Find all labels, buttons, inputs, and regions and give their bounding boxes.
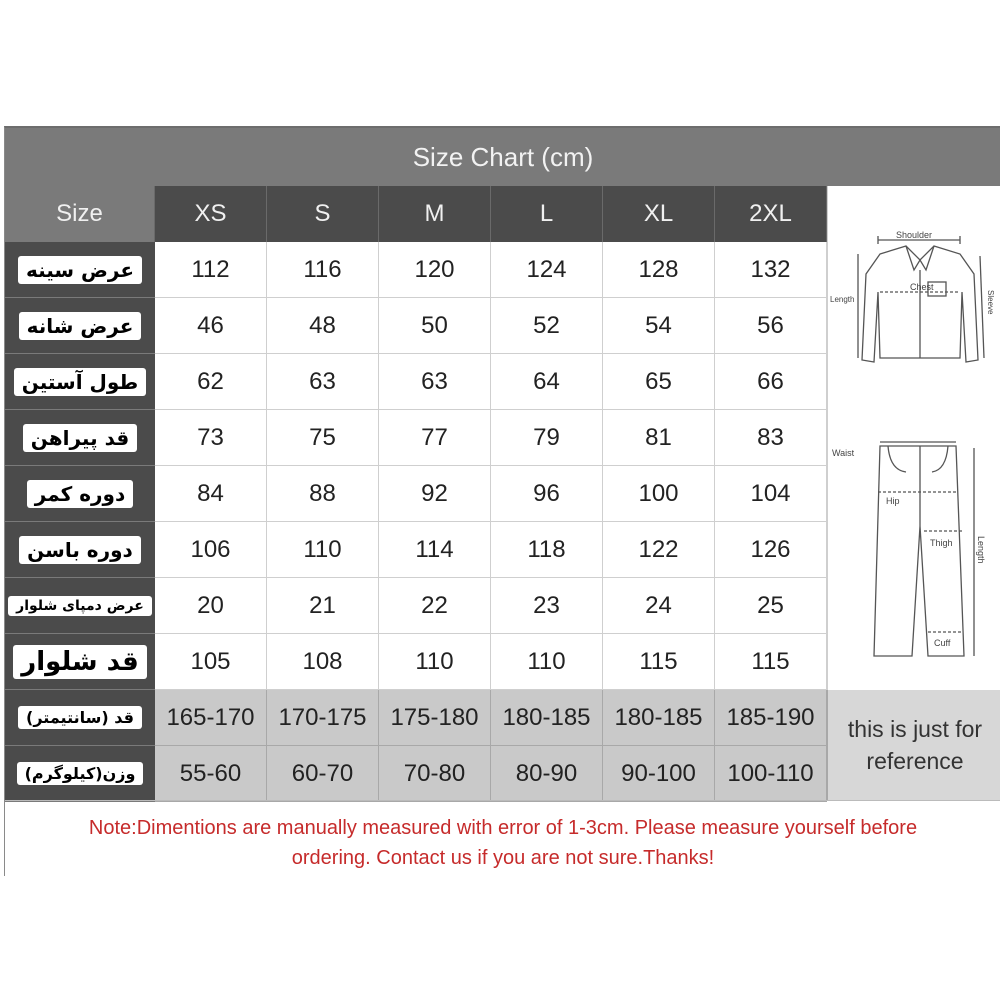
table-cell: 80-90	[491, 746, 603, 802]
table-cell: 185-190	[715, 690, 827, 746]
pants-waist-label: Waist	[832, 448, 855, 458]
chart-title: Size Chart (cm)	[5, 128, 1000, 186]
row-label	[5, 634, 155, 690]
table-cell: 60-70	[267, 746, 379, 802]
table-cell: 88	[267, 466, 379, 522]
pants-diagram	[828, 436, 1000, 666]
table-cell: 128	[603, 242, 715, 298]
table-cell: 83	[715, 410, 827, 466]
table-cell: 63	[379, 354, 491, 410]
table-cell: 48	[267, 298, 379, 354]
table-cell: 63	[267, 354, 379, 410]
row-label-text: دوره باسن	[19, 536, 141, 564]
table-cell: 96	[491, 466, 603, 522]
size-header-l: L	[491, 186, 603, 242]
table-cell: 64	[491, 354, 603, 410]
table-cell: 110	[267, 522, 379, 578]
table-cell: 24	[603, 578, 715, 634]
table-cell: 55-60	[155, 746, 267, 802]
table-cell: 180-185	[491, 690, 603, 746]
table-cell: 124	[491, 242, 603, 298]
reference-note-box	[827, 690, 1000, 800]
table-cell: 25	[715, 578, 827, 634]
table-cell: 100-110	[715, 746, 827, 802]
row-label	[5, 410, 155, 466]
table-cell: 92	[379, 466, 491, 522]
table-cell: 62	[155, 354, 267, 410]
table-cell: 180-185	[603, 690, 715, 746]
row-label-text: عرض شانه	[19, 312, 142, 340]
table-cell: 54	[603, 298, 715, 354]
table-cell: 105	[155, 634, 267, 690]
table-cell: 52	[491, 298, 603, 354]
shirt-shoulder-label: Shoulder	[896, 230, 933, 240]
row-label	[5, 690, 155, 746]
shirt-diagram	[828, 230, 1000, 430]
row-label	[5, 298, 155, 354]
row-label-text: دوره کمر	[27, 480, 133, 508]
table-cell: 20	[155, 578, 267, 634]
table-cell: 114	[379, 522, 491, 578]
shirt-length-label: Length	[830, 295, 855, 304]
row-label	[5, 242, 155, 298]
table-cell: 46	[155, 298, 267, 354]
row-label-text: قد (سانتیمتر)	[18, 706, 142, 729]
row-label	[5, 522, 155, 578]
table-cell: 126	[715, 522, 827, 578]
shirt-chest-label: Chest	[910, 282, 934, 292]
table-cell: 65	[603, 354, 715, 410]
table-cell: 120	[379, 242, 491, 298]
row-label	[5, 354, 155, 410]
reference-note-line-1: this is just for	[847, 716, 983, 742]
table-cell: 115	[603, 634, 715, 690]
pants-thigh-label: Thigh	[930, 538, 953, 548]
table-cell: 75	[267, 410, 379, 466]
table-cell: 112	[155, 242, 267, 298]
table-cell: 73	[155, 410, 267, 466]
table-cell: 84	[155, 466, 267, 522]
note-line-2: ordering. Contact us if you are not sure.Thanks!	[291, 847, 715, 869]
size-chart	[4, 126, 1000, 876]
row-label-text: عرض دمپای شلوار	[8, 596, 152, 616]
size-header-cell: Size	[5, 186, 155, 242]
pants-cuff-label: Cuff	[934, 638, 951, 648]
row-label	[5, 466, 155, 522]
table-cell: 79	[491, 410, 603, 466]
size-header-2xl: 2XL	[715, 186, 827, 242]
row-label-text: قد پیراهن	[23, 424, 137, 452]
table-cell: 104	[715, 466, 827, 522]
table-cell: 165-170	[155, 690, 267, 746]
size-header-m: M	[379, 186, 491, 242]
note-line-1: Note:Dimentions are manually measured with error of 1-3cm. Please measure yourself before	[88, 817, 918, 839]
size-header-xs: XS	[155, 186, 267, 242]
table-cell: 100	[603, 466, 715, 522]
measurement-note	[5, 800, 1000, 878]
table-cell: 170-175	[267, 690, 379, 746]
size-header-xl: XL	[603, 186, 715, 242]
size-header-s: S	[267, 186, 379, 242]
shirt-sleeve-label: Sleeve	[986, 290, 995, 315]
table-cell: 115	[715, 634, 827, 690]
table-cell: 21	[267, 578, 379, 634]
row-label	[5, 578, 155, 634]
row-label-text: طول آستین	[14, 368, 147, 396]
pants-length-label: Length	[976, 536, 986, 564]
table-cell: 132	[715, 242, 827, 298]
table-cell: 22	[379, 578, 491, 634]
table-cell: 108	[267, 634, 379, 690]
table-cell: 118	[491, 522, 603, 578]
table-cell: 122	[603, 522, 715, 578]
reference-note-line-2: reference	[866, 748, 964, 774]
row-label	[5, 746, 155, 802]
row-label-text: وزن(کیلوگرم)	[17, 762, 144, 785]
table-cell: 66	[715, 354, 827, 410]
table-cell: 90-100	[603, 746, 715, 802]
table-cell: 110	[379, 634, 491, 690]
pants-hip-label: Hip	[886, 496, 900, 506]
table-cell: 175-180	[379, 690, 491, 746]
table-cell: 110	[491, 634, 603, 690]
row-label-text: عرض سینه	[18, 256, 142, 284]
table-cell: 56	[715, 298, 827, 354]
table-cell: 50	[379, 298, 491, 354]
table-cell: 106	[155, 522, 267, 578]
table-cell: 81	[603, 410, 715, 466]
table-cell: 70-80	[379, 746, 491, 802]
garment-diagram-panel	[827, 186, 1000, 690]
row-label-text: قد شلوار	[13, 645, 146, 679]
table-cell: 23	[491, 578, 603, 634]
table-cell: 77	[379, 410, 491, 466]
table-cell: 116	[267, 242, 379, 298]
